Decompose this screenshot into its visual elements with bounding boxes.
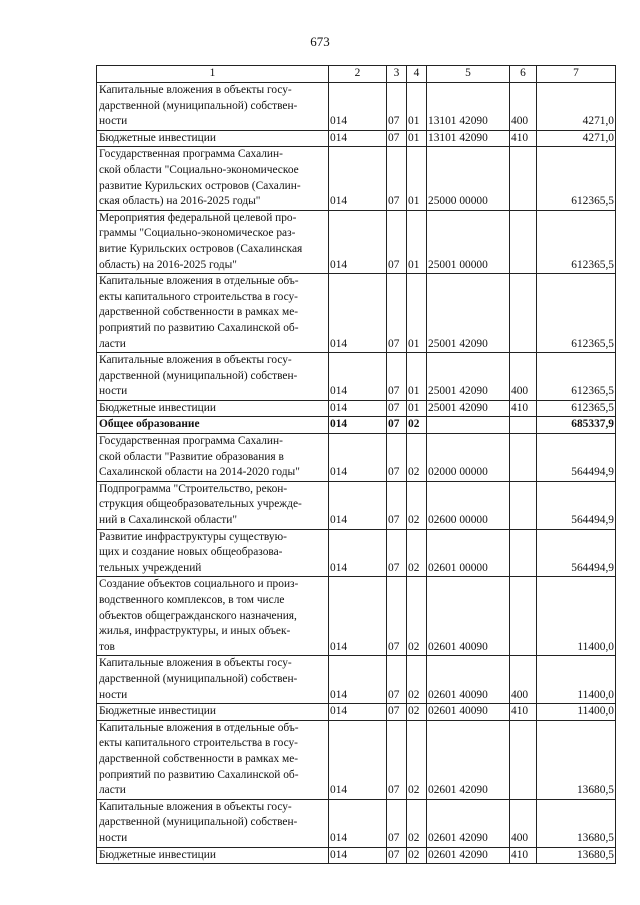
header-col-7: 7 (537, 66, 616, 83)
row-ministry-code: 014 (329, 847, 387, 864)
row-subsection: 01 (407, 83, 427, 131)
row-expense-type (510, 481, 537, 529)
page-number: 673 (310, 34, 330, 49)
row-ministry-code: 014 (329, 147, 387, 210)
row-ministry-code: 014 (329, 417, 387, 434)
row-name: Капитальные вложения в объекты госу- дарственной (муниципальной) собствен- ности (97, 799, 329, 847)
row-name: Государственная программа Сахалин- ской области "Социально-экономическое развитие Курильских островов (Сахалин- ская область) на 2016-2025 годы" (97, 147, 329, 210)
row-section: 07 (387, 130, 407, 147)
row-expense-type: 410 (510, 130, 537, 147)
row-section: 07 (387, 434, 407, 482)
row-subsection: 01 (407, 130, 427, 147)
row-name: Капитальные вложения в объекты госу- дарственной (муниципальной) собствен- ности (97, 656, 329, 704)
header-col-4: 4 (407, 66, 427, 83)
table-row (97, 434, 616, 482)
row-target-article: 02601 42090 (427, 799, 510, 847)
row-subsection: 02 (407, 434, 427, 482)
row-subsection: 02 (407, 720, 427, 799)
row-subsection: 01 (407, 147, 427, 210)
header-col-1: 1 (97, 66, 329, 83)
row-subsection: 01 (407, 400, 427, 417)
row-name: Бюджетные инвестиции (97, 400, 329, 417)
row-ministry-code: 014 (329, 400, 387, 417)
row-name: Бюджетные инвестиции (97, 130, 329, 147)
row-section: 07 (387, 210, 407, 273)
row-ministry-code: 014 (329, 274, 387, 353)
row-name: Бюджетные инвестиции (97, 847, 329, 864)
row-amount: 13680,5 (537, 720, 616, 799)
row-amount: 4271,0 (537, 83, 616, 131)
row-ministry-code: 014 (329, 529, 387, 577)
row-expense-type (510, 434, 537, 482)
row-subsection: 02 (407, 847, 427, 864)
row-target-article: 02601 40090 (427, 656, 510, 704)
row-section: 07 (387, 529, 407, 577)
row-expense-type (510, 720, 537, 799)
row-subsection: 02 (407, 481, 427, 529)
header-col-6: 6 (510, 66, 537, 83)
table-row (97, 481, 616, 529)
row-ministry-code: 014 (329, 656, 387, 704)
table-row (97, 83, 616, 131)
table-row (97, 529, 616, 577)
table-row (97, 353, 616, 401)
row-amount: 685337,9 (537, 417, 616, 434)
row-amount: 13680,5 (537, 847, 616, 864)
table-row (97, 130, 616, 147)
row-name: Капитальные вложения в объекты госу- дарственной (муниципальной) собствен- ности (97, 353, 329, 401)
row-section: 07 (387, 847, 407, 864)
row-expense-type (510, 417, 537, 434)
table-row (97, 720, 616, 799)
row-target-article: 13101 42090 (427, 130, 510, 147)
row-amount: 11400,0 (537, 577, 616, 656)
row-section: 07 (387, 274, 407, 353)
row-subsection: 01 (407, 353, 427, 401)
row-section: 07 (387, 147, 407, 210)
row-expense-type: 400 (510, 656, 537, 704)
row-ministry-code: 014 (329, 481, 387, 529)
row-amount: 564494,9 (537, 529, 616, 577)
row-ministry-code: 014 (329, 210, 387, 273)
row-amount: 612365,5 (537, 147, 616, 210)
row-section: 07 (387, 720, 407, 799)
row-target-article: 25001 00000 (427, 210, 510, 273)
row-amount: 564494,9 (537, 434, 616, 482)
table-row (97, 147, 616, 210)
header-col-3: 3 (387, 66, 407, 83)
row-section: 07 (387, 400, 407, 417)
table-row (97, 577, 616, 656)
row-section: 07 (387, 353, 407, 401)
row-expense-type (510, 529, 537, 577)
row-target-article: 02600 00000 (427, 481, 510, 529)
row-ministry-code: 014 (329, 577, 387, 656)
table-header-row (97, 66, 616, 83)
row-name: Капитальные вложения в объекты госу- дарственной (муниципальной) собствен- ности (97, 83, 329, 131)
row-amount: 564494,9 (537, 481, 616, 529)
row-target-article: 02601 42090 (427, 720, 510, 799)
row-expense-type: 400 (510, 799, 537, 847)
row-target-article: 02601 40090 (427, 577, 510, 656)
row-name: Капитальные вложения в отдельные объ- екты капитального строительства в госу- дарственной собственности в рамках ме- роприятий по развитию Сахалинской об- ласти (97, 720, 329, 799)
row-ministry-code: 014 (329, 799, 387, 847)
row-target-article: 25001 42090 (427, 274, 510, 353)
table-row (97, 799, 616, 847)
row-section: 07 (387, 704, 407, 721)
table-row (97, 847, 616, 864)
row-name: Государственная программа Сахалин- ской области "Развитие образования в Сахалинской области на 2014-2020 годы" (97, 434, 329, 482)
row-name: Развитие инфраструктуры существую- щих и создание новых общеобразова- тельных учреждений (97, 529, 329, 577)
row-amount: 612365,5 (537, 353, 616, 401)
row-section: 07 (387, 83, 407, 131)
row-expense-type: 410 (510, 847, 537, 864)
row-subsection: 02 (407, 656, 427, 704)
row-target-article: 02601 42090 (427, 847, 510, 864)
table-row (97, 656, 616, 704)
row-subsection: 02 (407, 529, 427, 577)
row-amount: 11400,0 (537, 704, 616, 721)
row-subsection: 01 (407, 274, 427, 353)
row-amount: 612365,5 (537, 274, 616, 353)
row-section: 07 (387, 577, 407, 656)
row-ministry-code: 014 (329, 353, 387, 401)
row-target-article: 13101 42090 (427, 83, 510, 131)
header-col-5: 5 (427, 66, 510, 83)
table-row (97, 417, 616, 434)
row-target-article: 02601 00000 (427, 529, 510, 577)
row-target-article (427, 417, 510, 434)
row-subsection: 02 (407, 799, 427, 847)
row-target-article: 25000 00000 (427, 147, 510, 210)
table-row (97, 400, 616, 417)
row-amount: 13680,5 (537, 799, 616, 847)
row-ministry-code: 014 (329, 434, 387, 482)
row-section: 07 (387, 656, 407, 704)
row-target-article: 25001 42090 (427, 400, 510, 417)
table-row (97, 274, 616, 353)
table-row (97, 704, 616, 721)
row-expense-type: 400 (510, 83, 537, 131)
row-subsection: 02 (407, 417, 427, 434)
row-target-article: 02601 40090 (427, 704, 510, 721)
row-section: 07 (387, 799, 407, 847)
row-section: 07 (387, 481, 407, 529)
row-name: Подпрограмма "Строительство, рекон- струкция общеобразовательных учрежде- ний в Сахалинской области" (97, 481, 329, 529)
row-subsection: 02 (407, 577, 427, 656)
budget-table (96, 65, 616, 864)
row-name: Бюджетные инвестиции (97, 704, 329, 721)
row-target-article: 02000 00000 (427, 434, 510, 482)
row-expense-type: 410 (510, 400, 537, 417)
row-name: Создание объектов социального и произ- водственного комплексов, в том числе объектов общегражданского назначения, жилья, инфраструктуры, и иных объек- тов (97, 577, 329, 656)
row-amount: 4271,0 (537, 130, 616, 147)
header-col-2: 2 (329, 66, 387, 83)
row-amount: 612365,5 (537, 400, 616, 417)
row-expense-type (510, 210, 537, 273)
table-row (97, 210, 616, 273)
row-expense-type (510, 147, 537, 210)
row-subsection: 02 (407, 704, 427, 721)
row-ministry-code: 014 (329, 720, 387, 799)
row-name: Общее образование (97, 417, 329, 434)
row-expense-type (510, 274, 537, 353)
row-ministry-code: 014 (329, 704, 387, 721)
row-expense-type: 410 (510, 704, 537, 721)
row-name: Капитальные вложения в отдельные объ- екты капитального строительства в госу- дарственной собственности в рамках ме- роприятий по развитию Сахалинской об- ласти (97, 274, 329, 353)
row-expense-type (510, 577, 537, 656)
row-amount: 11400,0 (537, 656, 616, 704)
row-ministry-code: 014 (329, 83, 387, 131)
row-amount: 612365,5 (537, 210, 616, 273)
row-ministry-code: 014 (329, 130, 387, 147)
row-target-article: 25001 42090 (427, 353, 510, 401)
row-name: Мероприятия федеральной целевой про- граммы "Социально-экономическое раз- витие Курильских островов (Сахалинская область) на 2016-2025 годы" (97, 210, 329, 273)
row-expense-type: 400 (510, 353, 537, 401)
row-section: 07 (387, 417, 407, 434)
row-subsection: 01 (407, 210, 427, 273)
